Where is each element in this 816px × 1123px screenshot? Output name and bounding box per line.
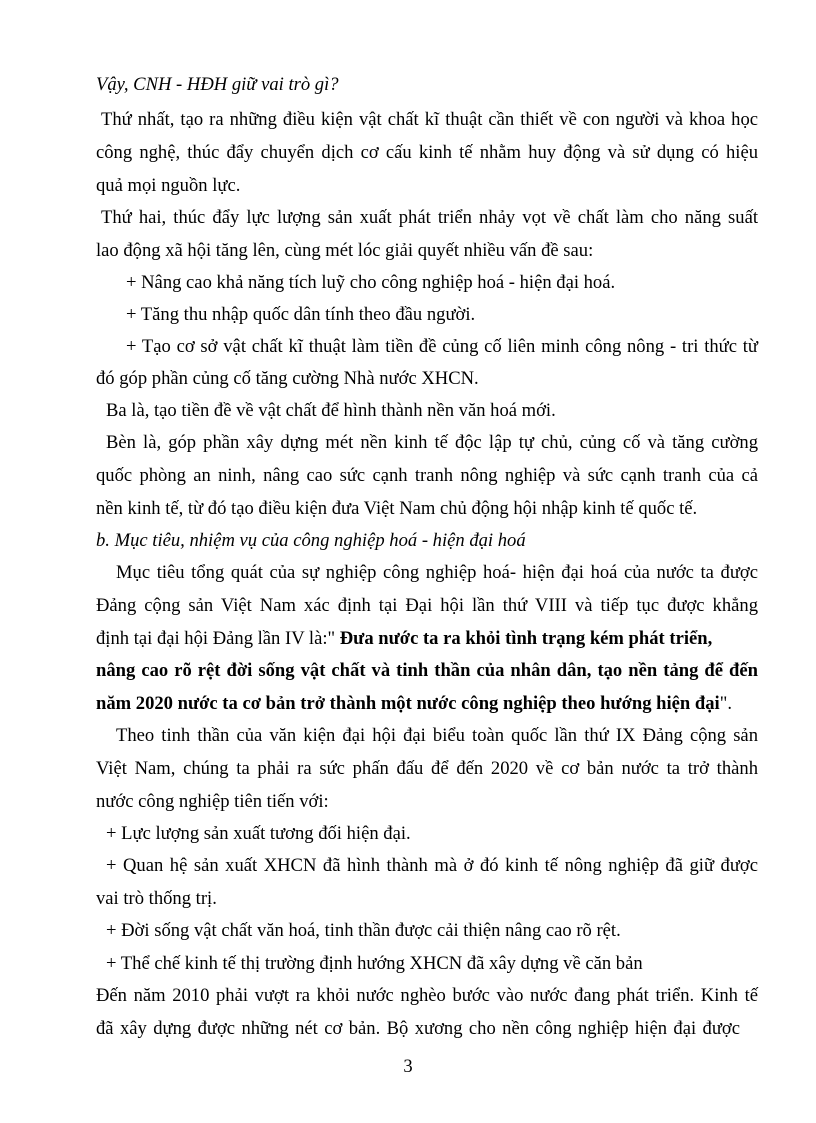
para-4-line-2: quốc phòng an ninh, nâng cao sức cạnh tranh nông nghiệp và sức cạnh tranh của cả bbox=[96, 465, 758, 486]
para-1-line-1: Thứ nhất, tạo ra những điều kiện vật chất kĩ thuật cần thiết về con người và khoa học bbox=[101, 109, 758, 130]
para-1-line-3: quả mọi nguồn lực. bbox=[96, 175, 241, 196]
para-5-line-1: Mục tiêu tổng quát của sự nghiệp công nghiệp hoá- hiện đại hoá của nước ta được bbox=[116, 562, 758, 583]
para-2-line-2: lao động xã hội tăng lên, cùng mét lóc giải quyết nhiều vấn đề sau: bbox=[96, 240, 594, 261]
bullet-infrastructure-line-1: + Tạo cơ sở vật chất kĩ thuật làm tiền đề củng cố liên minh công nông - tri thức từ bbox=[126, 336, 758, 357]
para-5-closing-mark: ". bbox=[719, 693, 732, 714]
bullet-production-relations-line-2: vai trò thống trị. bbox=[96, 888, 217, 909]
para-3: Ba là, tạo tiền đề về vật chất để hình thành nền văn hoá mới. bbox=[106, 400, 556, 421]
para-5-quote-start: Đưa nước ta ra khỏi tình trạng kém phát triển, bbox=[335, 628, 713, 649]
bullet-production-relations-line-1: + Quan hệ sản xuất XHCN đã hình thành mà ở đó kinh tế nông nghiệp đã giữ được bbox=[106, 855, 758, 876]
para-1-line-2: công nghệ, thúc đẩy chuyển dịch cơ cấu kinh tế nhằm huy động và sử dụng có hiệu bbox=[96, 142, 758, 163]
para-4-line-1: Bèn là, góp phần xây dựng mét nền kinh tế độc lập tự chủ, củng cố và tăng cường bbox=[106, 432, 758, 453]
para-5-line-3-normal: định tại đại hội Đảng lần IV là:" bbox=[96, 628, 336, 649]
section-b-heading: b. Mục tiêu, nhiệm vụ của công nghiệp hoá - hiện đại hoá bbox=[96, 530, 526, 551]
page-number: 3 bbox=[403, 1056, 413, 1077]
bullet-accumulation: + Nâng cao khả năng tích luỹ cho công nghiệp hoá - hiện đại hoá. bbox=[126, 272, 616, 293]
bullet-living-standard: + Đời sống vật chất văn hoá, tinh thần được cải thiện nâng cao rõ rệt. bbox=[106, 920, 621, 941]
para-5-line-2: Đảng cộng sản Việt Nam xác định tại Đại hội lần thứ VIII và tiếp tục được khẳng bbox=[96, 595, 758, 616]
para-7-line-2: đã xây dựng được những nét cơ bản. Bộ xương cho nền công nghiệp hiện đại được bbox=[96, 1018, 740, 1039]
para-5-line-3 bbox=[96, 627, 712, 651]
para-5-quote-end: năm 2020 nước ta cơ bản trở thành một nước công nghiệp theo hướng hiện đại bbox=[96, 693, 720, 714]
bullet-income: + Tăng thu nhập quốc dân tính theo đầu người. bbox=[126, 304, 476, 325]
para-5-line-5 bbox=[96, 692, 732, 716]
bullet-production-force: + Lực lượng sản xuất tương đối hiện đại. bbox=[106, 823, 411, 844]
para-4-line-3: nền kinh tế, từ đó tạo điều kiện đưa Việt Nam chủ động hội nhập kinh tế quốc tế. bbox=[96, 498, 698, 519]
para-2-line-1: Thứ hai, thúc đẩy lực lượng sản xuất phát triển nhảy vọt về chất làm cho năng suất bbox=[101, 207, 758, 228]
para-6-line-2: Việt Nam, chúng ta phải ra sức phấn đấu để đến 2020 về cơ bản nước ta trở thành bbox=[96, 758, 758, 779]
para-6-line-3: nước công nghiệp tiên tiến với: bbox=[96, 791, 329, 812]
para-7-line-1: Đến năm 2010 phải vượt ra khỏi nước nghèo bước vào nước đang phát triển. Kinh tế bbox=[96, 985, 758, 1006]
heading-question: Vậy, CNH - HĐH giữ vai trò gì? bbox=[96, 74, 339, 95]
bullet-infrastructure-line-2: đó góp phần củng cố tăng cường Nhà nước XHCN. bbox=[96, 368, 479, 389]
para-6-line-1: Theo tinh thần của văn kiện đại hội đại biểu toàn quốc lần thứ IX Đảng cộng sản bbox=[116, 725, 758, 746]
para-5-quote-line-2: nâng cao rõ rệt đời sống vật chất và tinh thần của nhân dân, tạo nền tảng để đến bbox=[96, 660, 758, 681]
bullet-market-institution: + Thể chế kinh tế thị trường định hướng XHCN đã xây dựng về căn bản bbox=[106, 953, 643, 974]
